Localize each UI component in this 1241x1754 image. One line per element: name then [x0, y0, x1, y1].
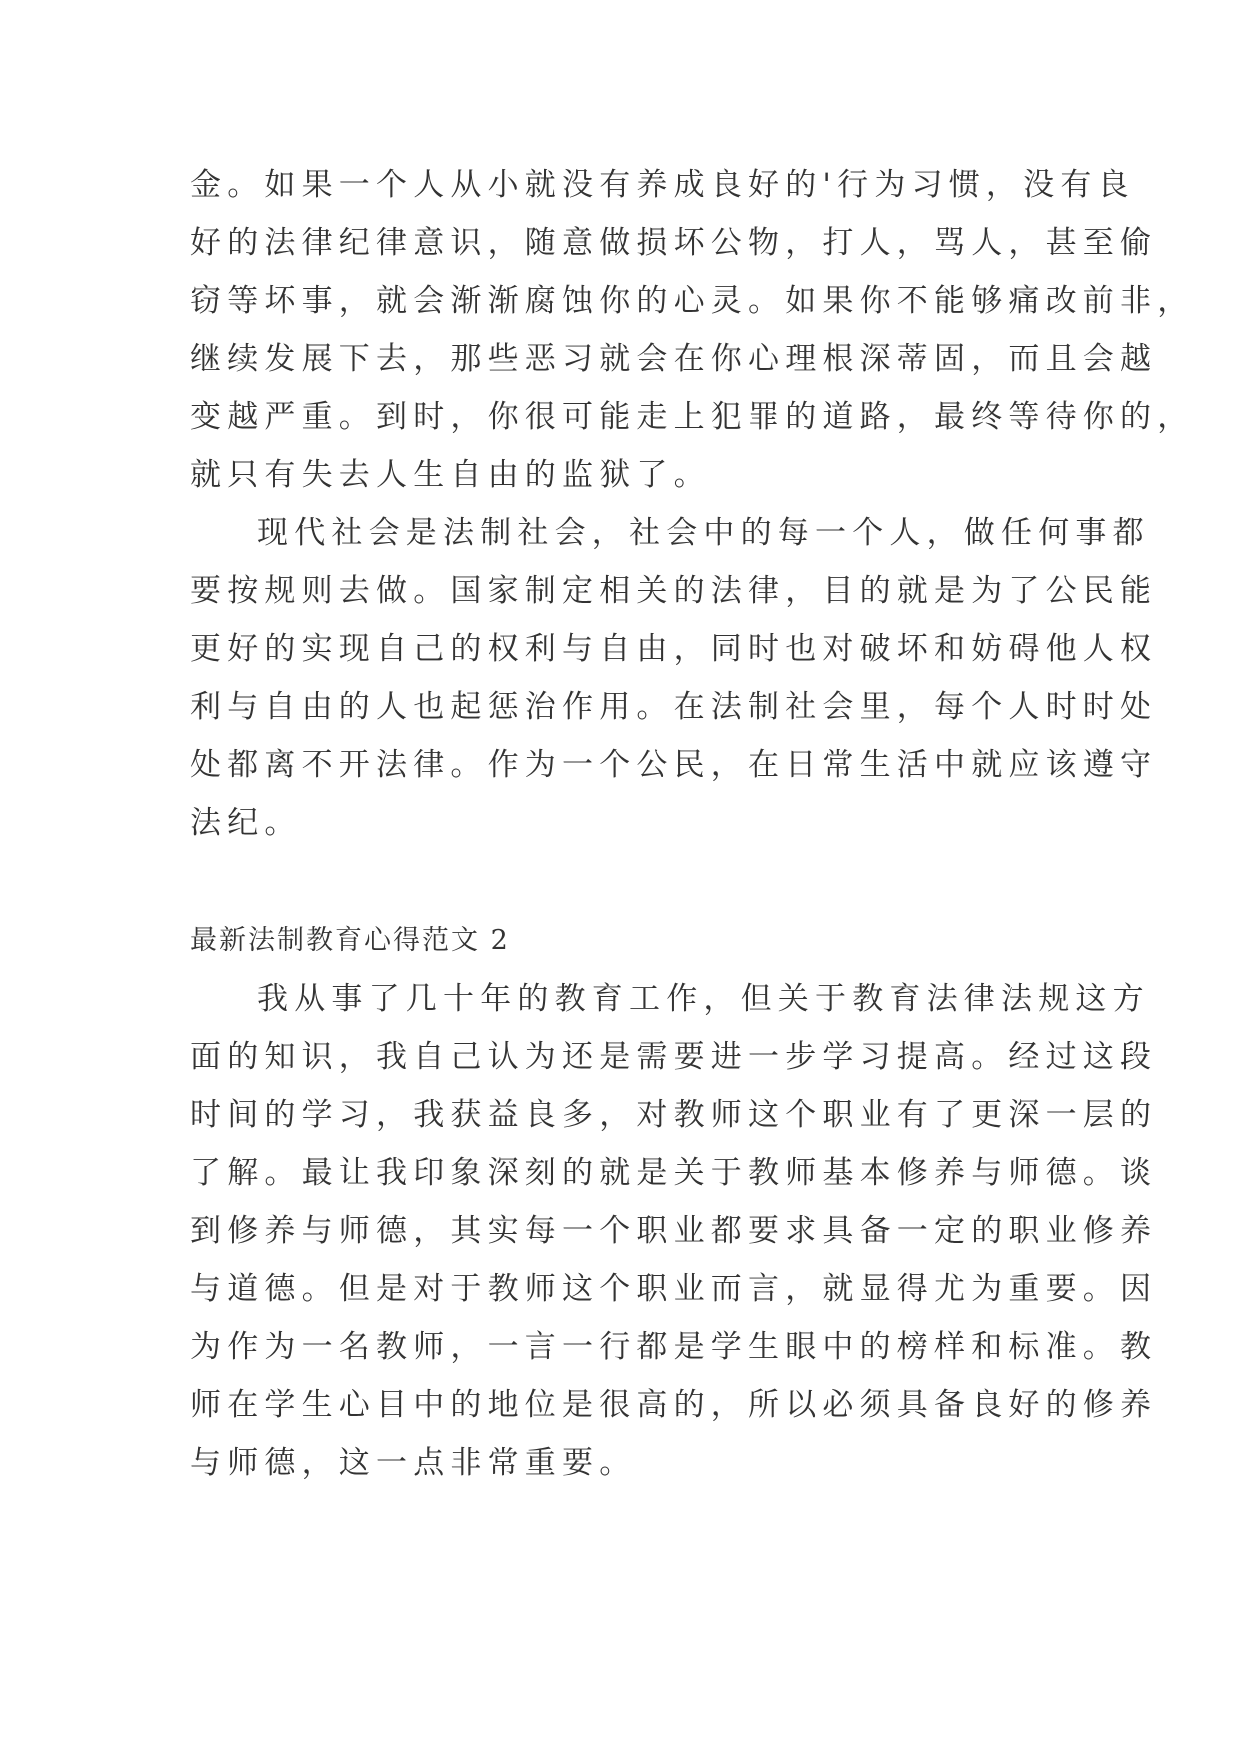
paragraph-line: 继续发展下去，那些恶习就会在你心理根深蒂固，而且会越: [190, 341, 1158, 377]
paragraph-line: 变越严重。到时，你很可能走上犯罪的道路，最终等待你的，: [190, 399, 1195, 435]
paragraph-line: 金。如果一个人从小就没有养成良好的'行为习惯，没有良: [190, 167, 1135, 203]
paragraph-line: 面的知识，我自己认为还是需要进一步学习提高。经过这段: [190, 1039, 1158, 1075]
paragraph-line: 利与自由的人也起惩治作用。在法制社会里，每个人时时处: [190, 689, 1158, 725]
paragraph-line: 更好的实现自己的权利与自由，同时也对破坏和妨碍他人权: [190, 631, 1158, 667]
paragraph-line: 就只有失去人生自由的监狱了。: [190, 457, 711, 493]
paragraph-line: 到修养与师德，其实每一个职业都要求具备一定的职业修养: [190, 1213, 1158, 1249]
paragraph-line: 法纪。: [190, 805, 302, 841]
paragraph-line: 窃等坏事，就会渐渐腐蚀你的心灵。如果你不能够痛改前非，: [190, 283, 1195, 319]
paragraph-line: 为作为一名教师，一言一行都是学生眼中的榜样和标准。教: [190, 1329, 1158, 1365]
paragraph-line: 与道德。但是对于教师这个职业而言，就显得尤为重要。因: [190, 1271, 1158, 1307]
paragraph-line: 现代社会是法制社会，社会中的每一个人，做任何事都: [257, 515, 1150, 551]
paragraph-line: 与师德，这一点非常重要。: [190, 1445, 637, 1481]
paragraph-line: 好的法律纪律意识，随意做损坏公物，打人，骂人，甚至偷: [190, 225, 1158, 261]
paragraph-line: 时间的学习，我获益良多，对教师这个职业有了更深一层的: [190, 1097, 1158, 1133]
paragraph-line: 处都离不开法律。作为一个公民，在日常生活中就应该遵守: [190, 747, 1158, 783]
section-heading: 最新法制教育心得范文 2: [190, 925, 510, 956]
paragraph-line: 我从事了几十年的教育工作，但关于教育法律法规这方: [257, 981, 1150, 1017]
paragraph-line: 师在学生心目中的地位是很高的，所以必须具备良好的修养: [190, 1387, 1158, 1423]
paragraph-line: 要按规则去做。国家制定相关的法律，目的就是为了公民能: [190, 573, 1158, 609]
paragraph-line: 了解。最让我印象深刻的就是关于教师基本修养与师德。谈: [190, 1155, 1158, 1191]
